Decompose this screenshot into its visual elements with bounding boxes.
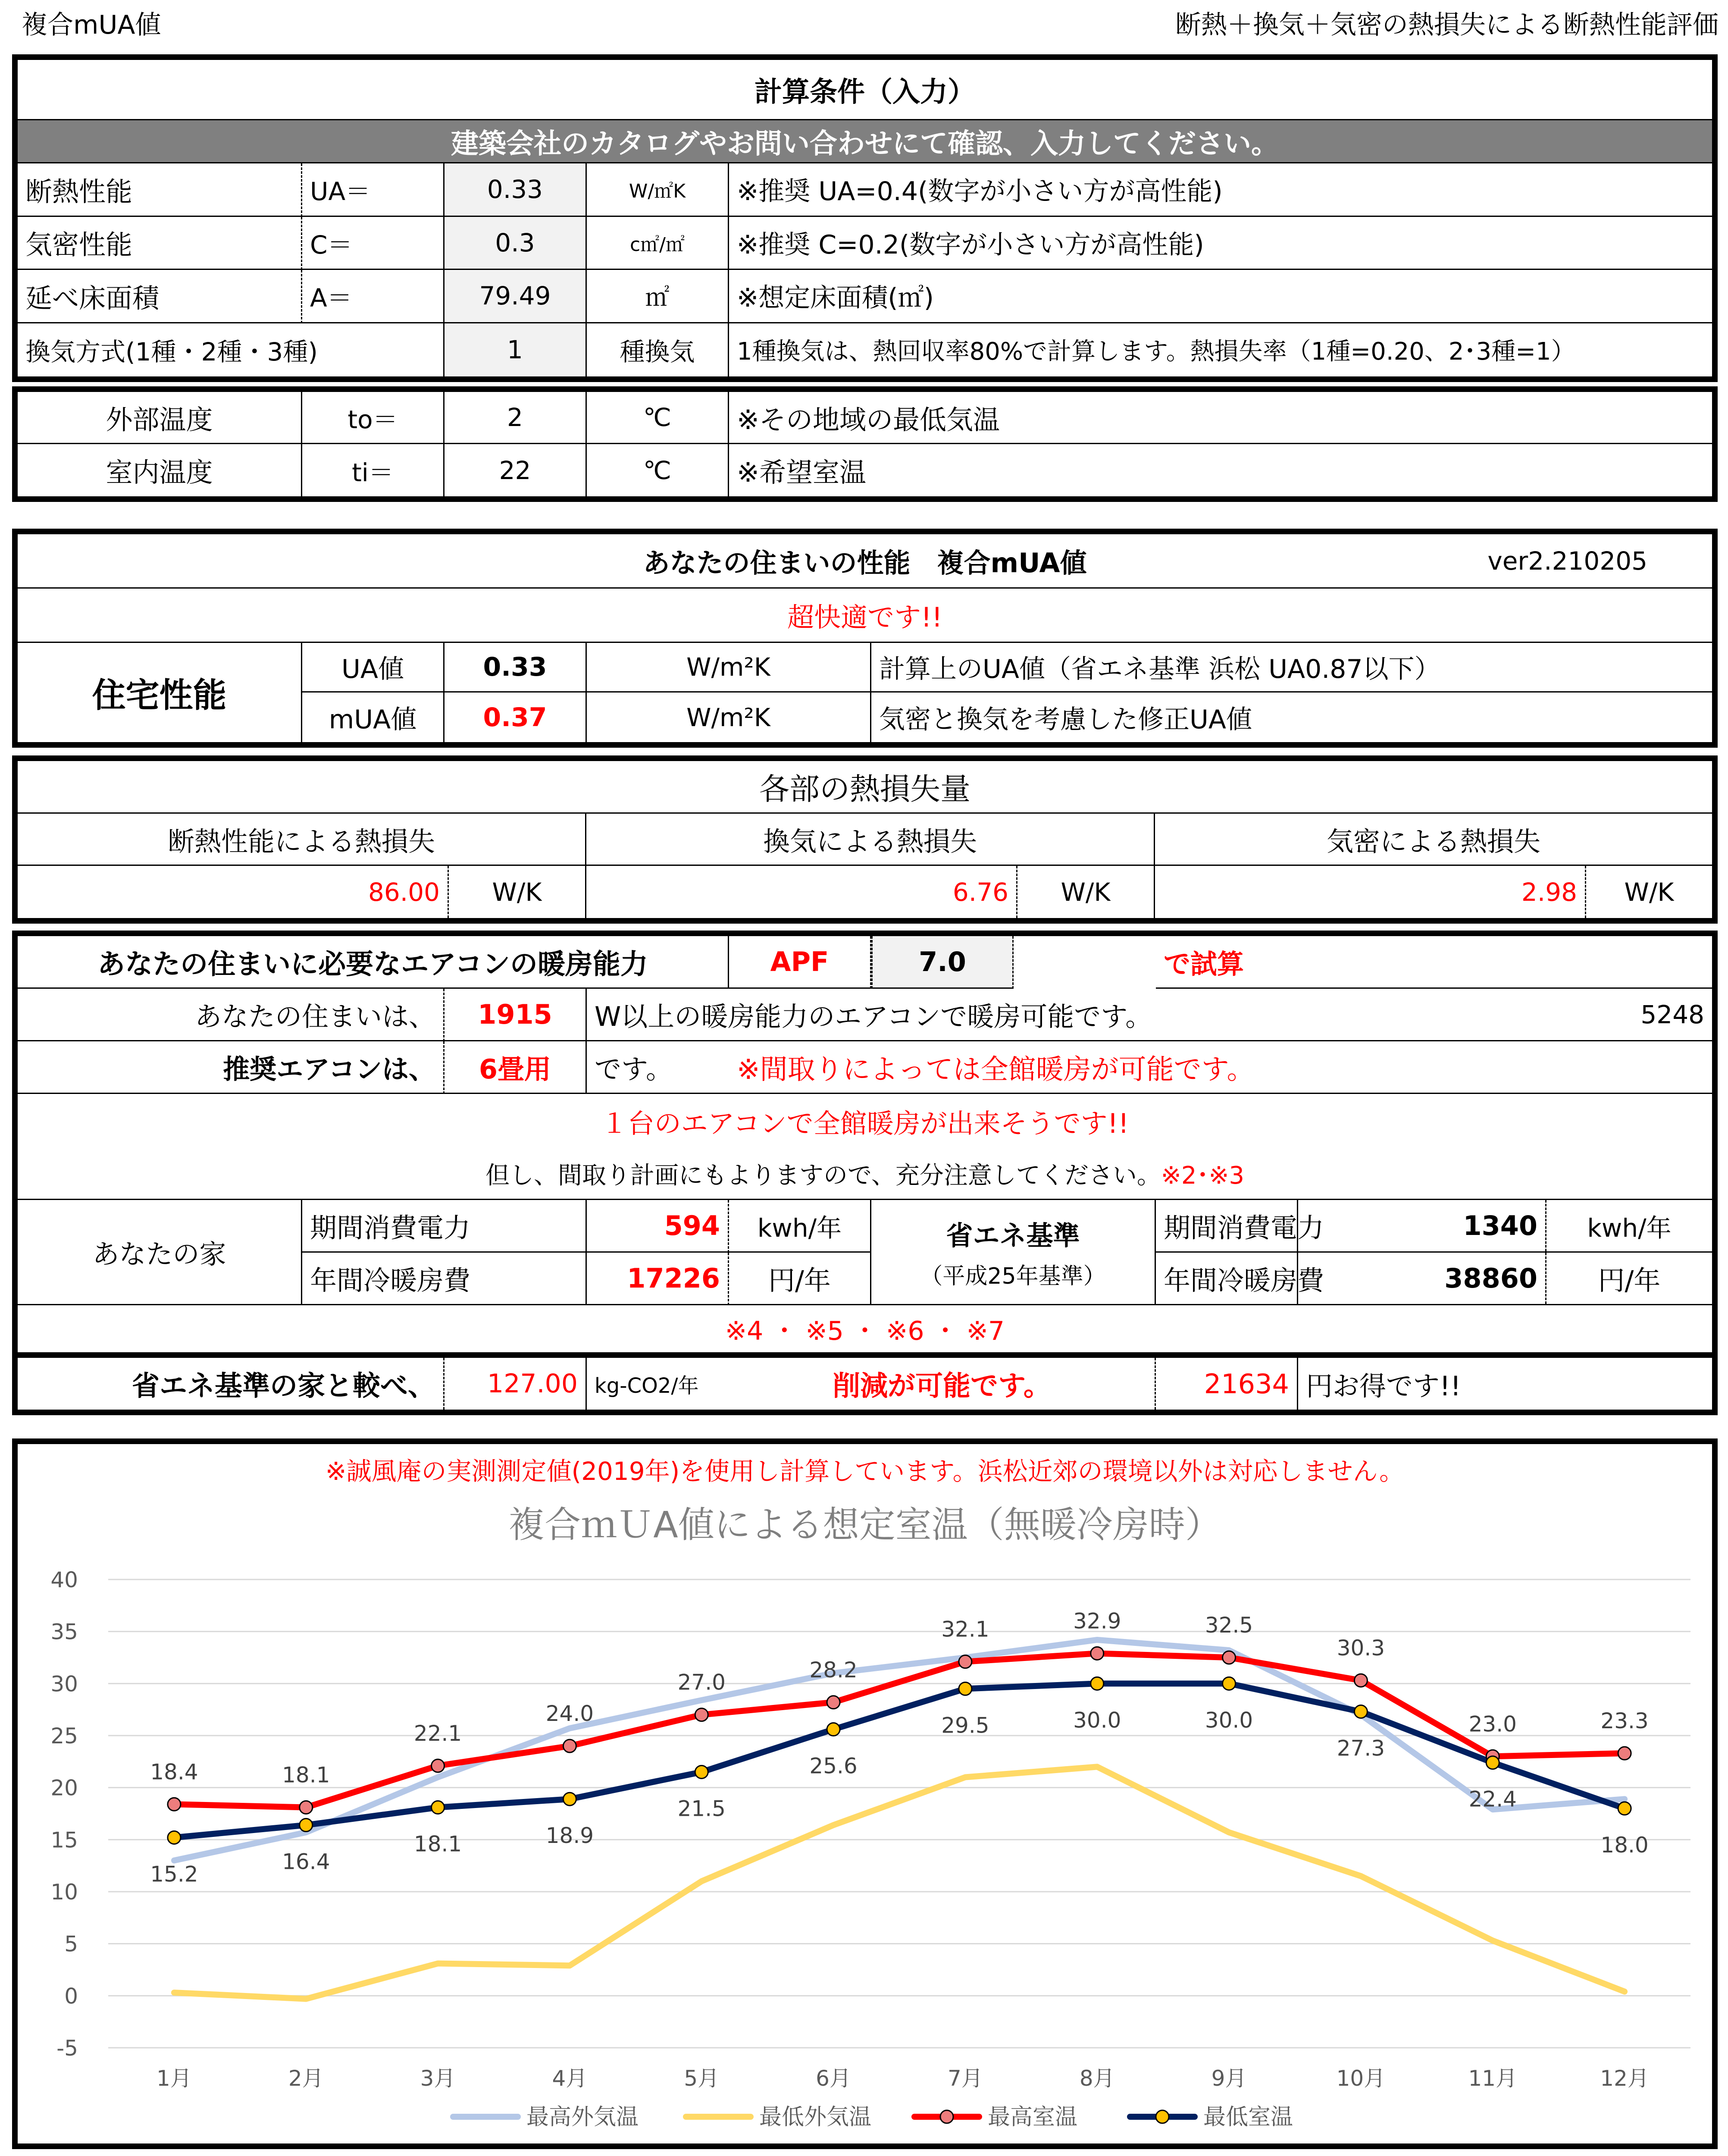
x-tick-label: 12月 — [1600, 2066, 1649, 2091]
data-label-3: 22.1 — [413, 1720, 462, 1746]
x-tick-label: 11月 — [1468, 2066, 1518, 2091]
outdoor-temp-label: 外部温度 — [18, 392, 302, 444]
mua-value: 0.37 — [445, 693, 587, 742]
data-point-4 — [432, 1801, 445, 1814]
outdoor-temp-unit: ℃ — [587, 392, 729, 444]
standard-period-label: 期間消費電力 — [1156, 1200, 1298, 1253]
data-point-3 — [168, 1798, 181, 1811]
legend-marker-4 — [1156, 2110, 1169, 2123]
insulation-loss-label: 断熱性能による熱損失 — [18, 814, 586, 866]
ua-value-unit: W/m²K — [587, 643, 871, 693]
insulation-loss-unit: W/K — [449, 866, 586, 918]
ua-input[interactable]: 0.33 — [445, 163, 587, 217]
airtight-symbol: C＝ — [302, 217, 445, 270]
indoor-temp-note: ※希望室温 — [737, 457, 866, 488]
caution-text: 但し、間取り計画にもよりますので、充分注意してください。 — [485, 1161, 1161, 1190]
outdoor-temp-input[interactable]: 2 — [445, 392, 587, 444]
performance-title-row — [18, 534, 1712, 589]
ua-value: 0.33 — [445, 643, 587, 693]
capacity-extra: 5248 — [1298, 989, 1712, 1041]
apf-suffix: で試算 — [1156, 936, 1712, 989]
ua-value-label: UA値 — [302, 643, 445, 693]
mua-value-note: 気密と換気を考慮した修正UA値 — [879, 704, 1252, 735]
reduce-text: 削減が可能です。 — [729, 1358, 1156, 1410]
data-label-4: 22.4 — [1468, 1786, 1517, 1812]
data-point-4 — [1486, 1756, 1499, 1769]
data-point-4 — [168, 1831, 181, 1844]
data-point-3 — [432, 1759, 445, 1772]
legend-label-4: 最低室温 — [1203, 2104, 1293, 2130]
data-label-4: 30.0 — [1205, 1708, 1253, 1733]
series-line-2 — [174, 1767, 1625, 1999]
ventilation-note: 1種換気は、熱回収率80%で計算します。熱損失率（1種=0.20、2･3種=1） — [737, 338, 1575, 366]
data-point-3 — [1223, 1651, 1236, 1664]
x-tick-label: 3月 — [420, 2066, 456, 2091]
conditions-notice: 建築会社のカタログやお問い合わせにて確認、入力してください。 — [18, 120, 1712, 163]
ventilation-loss-value: 6.76 — [586, 866, 1017, 918]
data-label-3: 18.1 — [282, 1762, 330, 1788]
data-label-3: 28.2 — [809, 1657, 858, 1683]
standard-period-unit: kwh/年 — [1587, 1213, 1672, 1243]
c-unit: c㎡/㎡ — [587, 217, 729, 270]
data-point-3 — [1091, 1647, 1104, 1660]
co2-unit: kg-CO2/年 — [595, 1373, 699, 1398]
data-label-3: 23.0 — [1468, 1711, 1517, 1737]
data-point-4 — [1618, 1802, 1631, 1815]
x-tick-label: 10月 — [1336, 2066, 1386, 2091]
legend-label-1: 最高外気温 — [526, 2104, 639, 2130]
data-point-4 — [300, 1819, 313, 1832]
ventilation-label: 換気方式(1種・2種・3種) — [18, 323, 445, 377]
y-tick-label: 0 — [64, 1984, 78, 2009]
sheet-title: 複合mUA値 — [22, 10, 161, 40]
standard-label: 省エネ基準 — [946, 1219, 1080, 1251]
heatloss-title: 各部の熱損失量 — [18, 761, 1712, 814]
insulation-symbol: UA＝ — [302, 163, 445, 217]
standard-period-value: 1340 — [1298, 1200, 1546, 1251]
chart-panel — [12, 1438, 1718, 2149]
x-tick-label: 8月 — [1079, 2066, 1115, 2091]
standard-annual-unit: 円/年 — [1598, 1265, 1661, 1296]
outdoor-temp-symbol: to＝ — [302, 392, 445, 444]
airtight-loss-unit: W/K — [1624, 877, 1674, 907]
yen-savings-value: 21634 — [1156, 1358, 1298, 1410]
capacity-label: あなたの住まいは、 — [18, 989, 445, 1041]
data-point-4 — [827, 1723, 840, 1736]
chart-title: 複合ｍＵA値による想定室温（無暖冷房時） — [508, 1504, 1221, 1546]
standard-annual-value: 38860 — [1298, 1253, 1546, 1304]
your-annual-unit: 円/年 — [729, 1253, 871, 1305]
caution-message — [18, 1148, 1712, 1200]
floor-area-note: ※想定床面積(㎡) — [729, 270, 1712, 323]
performance-title: あなたの住まいの性能 複合mUA値 — [643, 547, 1087, 579]
aircon-title: あなたの住まいに必要なエアコンの暖房能力 — [18, 936, 729, 989]
data-label-4: 30.0 — [1073, 1708, 1121, 1733]
recommend-value: 6畳用 — [445, 1041, 587, 1094]
ua-value-note: 計算上のUA値（省エネ基準 浜松 UA0.87以下） — [871, 643, 1712, 693]
x-tick-label: 5月 — [684, 2066, 720, 2091]
your-period-value: 594 — [587, 1200, 729, 1253]
data-label-4: 16.4 — [282, 1849, 330, 1874]
x-tick-label: 2月 — [288, 2066, 324, 2091]
capacity-text: W以上の暖房能力のエアコンで暖房可能です。 — [587, 989, 1298, 1041]
ua-unit: W/㎡K — [587, 163, 729, 217]
capacity-value: 1915 — [445, 989, 587, 1041]
indoor-temp-input[interactable]: 22 — [445, 444, 587, 496]
data-point-3 — [563, 1739, 576, 1752]
your-house-label: あなたの家 — [18, 1200, 302, 1305]
house-performance-label: 住宅性能 — [18, 643, 302, 742]
data-label-4: 21.5 — [677, 1796, 726, 1821]
data-label-3: 30.3 — [1337, 1636, 1385, 1661]
performance-panel — [12, 529, 1718, 748]
your-annual-value: 17226 — [587, 1253, 729, 1305]
data-label-3: 32.5 — [1205, 1613, 1253, 1638]
conditions-title: 計算条件（入力） — [18, 60, 1712, 120]
conditions-panel — [12, 54, 1718, 382]
temperature-chart — [18, 1444, 1712, 2143]
data-point-4 — [959, 1682, 972, 1695]
x-tick-label: 7月 — [948, 2066, 983, 2091]
compare-label: 省エネ基準の家と較べ、 — [18, 1358, 445, 1410]
your-annual-label: 年間冷暖房費 — [302, 1253, 587, 1305]
c-input[interactable]: 0.3 — [445, 217, 587, 270]
x-tick-label: 1月 — [157, 2066, 192, 2091]
comfort-message: 超快適です!! — [18, 589, 1712, 643]
ventilation-loss-unit: W/K — [1017, 866, 1155, 918]
airtight-loss-value: 2.98 — [1155, 866, 1586, 918]
indoor-temp-symbol: ti＝ — [302, 444, 445, 496]
data-point-3 — [1354, 1674, 1367, 1687]
recommend-label: 推奨エアコンは、 — [18, 1041, 445, 1094]
y-tick-label: 30 — [50, 1671, 78, 1697]
data-point-4 — [1091, 1677, 1104, 1690]
floor-area-unit: ㎡ — [587, 270, 729, 323]
airtight-label: 気密性能 — [18, 217, 302, 270]
insulation-label: 断熱性能 — [18, 163, 302, 217]
sheet-subtitle: 断熱＋換気＋気密の熱損失による断熱性能評価 — [1175, 10, 1719, 40]
aircon-panel — [12, 931, 1718, 1415]
standard-annual-cell — [1298, 1253, 1712, 1305]
y-tick-label: 5 — [64, 1931, 78, 1957]
ventilation-input[interactable]: 1 — [445, 323, 587, 377]
chart-note: ※誠風庵の実測測定値(2019年)を使用し計算しています。浜松近郊の環境以外は対応しません。 — [325, 1457, 1405, 1486]
your-period-label: 期間消費電力 — [302, 1200, 587, 1253]
recommend-note: ※間取りによっては全館暖房が可能です。 — [729, 1041, 1712, 1094]
insulation-loss-value: 86.00 — [18, 866, 449, 918]
y-tick-label: 40 — [50, 1567, 78, 1592]
ua-note: ※推奨 UA=0.4(数字が小さい方が高性能) — [729, 163, 1712, 217]
x-tick-label: 6月 — [816, 2066, 851, 2091]
standard-label-cell — [871, 1200, 1156, 1305]
apf-input[interactable]: 7.0 — [871, 936, 1014, 989]
co2-value: 127.00 — [445, 1358, 587, 1410]
data-label-3: 32.1 — [941, 1617, 989, 1642]
legend-label-3: 最高室温 — [988, 2104, 1078, 2130]
yen-savings-text: 円お得です!! — [1306, 1370, 1461, 1402]
floor-area-label: 延べ床面積 — [18, 270, 302, 323]
data-point-3 — [695, 1708, 708, 1721]
data-point-3 — [959, 1655, 972, 1668]
standard-sub: （平成25年基準） — [920, 1263, 1106, 1289]
data-label-4: 18.9 — [545, 1823, 594, 1849]
floor-area-input[interactable]: 79.49 — [445, 270, 587, 323]
data-point-3 — [300, 1801, 313, 1814]
y-tick-label: 20 — [50, 1775, 78, 1801]
data-label-4: 27.3 — [1337, 1736, 1385, 1761]
legend-marker-3 — [940, 2110, 953, 2123]
series-line-1 — [174, 1640, 1625, 1861]
x-tick-label: 4月 — [552, 2066, 588, 2091]
standard-annual-label: 年間冷暖房費 — [1156, 1253, 1298, 1305]
standard-period-cell — [1298, 1200, 1712, 1253]
y-tick-label: 10 — [50, 1880, 78, 1905]
version-label: ver2.210205 — [1487, 546, 1647, 576]
data-label-4: 18.1 — [413, 1831, 462, 1857]
recommend-text: です。 — [587, 1041, 729, 1094]
heatloss-panel — [12, 755, 1718, 924]
data-label-3: 23.3 — [1600, 1708, 1649, 1734]
y-tick-label: 35 — [50, 1619, 78, 1645]
data-label-4: 29.5 — [941, 1713, 989, 1738]
data-point-4 — [695, 1765, 708, 1778]
ventilation-unit: 種換気 — [587, 323, 729, 377]
indoor-temp-unit: ℃ — [587, 444, 729, 496]
floor-area-symbol: A＝ — [302, 270, 445, 323]
mua-value-unit: W/m²K — [587, 693, 871, 742]
outdoor-temp-note: ※その地域の最低気温 — [729, 392, 1712, 444]
data-label-3: 27.0 — [677, 1670, 726, 1695]
data-point-4 — [1354, 1705, 1367, 1718]
data-point-3 — [1618, 1747, 1631, 1760]
whole-house-message: １台のエアコンで全館暖房が出来そうです!! — [601, 1107, 1129, 1139]
legend-label-2: 最低外気温 — [759, 2104, 872, 2130]
data-label-3: 18.4 — [150, 1759, 198, 1785]
data-label-4: 18.0 — [1600, 1832, 1649, 1858]
mua-value-label: mUA値 — [302, 693, 445, 742]
data-point-3 — [827, 1696, 840, 1709]
ventilation-loss-label: 換気による熱損失 — [586, 814, 1155, 866]
footnote-refs: ※4 ・ ※5 ・ ※6 ・ ※7 — [18, 1305, 1712, 1358]
data-label-3: 24.0 — [545, 1701, 594, 1727]
y-tick-label: -5 — [56, 2036, 78, 2061]
data-label-3: 32.9 — [1073, 1608, 1121, 1634]
apf-label: APF — [729, 936, 871, 989]
temperature-panel — [12, 386, 1718, 502]
caution-ref: ※2･※3 — [1161, 1161, 1244, 1190]
data-label-4: 25.6 — [809, 1753, 858, 1779]
your-period-unit: kwh/年 — [729, 1200, 871, 1253]
data-point-4 — [1223, 1677, 1236, 1690]
y-tick-label: 15 — [50, 1827, 78, 1853]
data-point-4 — [563, 1792, 576, 1805]
indoor-temp-label: 室内温度 — [18, 444, 302, 496]
data-label-4: 15.2 — [150, 1861, 198, 1887]
x-tick-label: 9月 — [1211, 2066, 1247, 2091]
c-note: ※推奨 C=0.2(数字が小さい方が高性能) — [729, 217, 1712, 270]
airtight-loss-label: 気密による熱損失 — [1155, 814, 1712, 866]
y-tick-label: 25 — [50, 1724, 78, 1749]
